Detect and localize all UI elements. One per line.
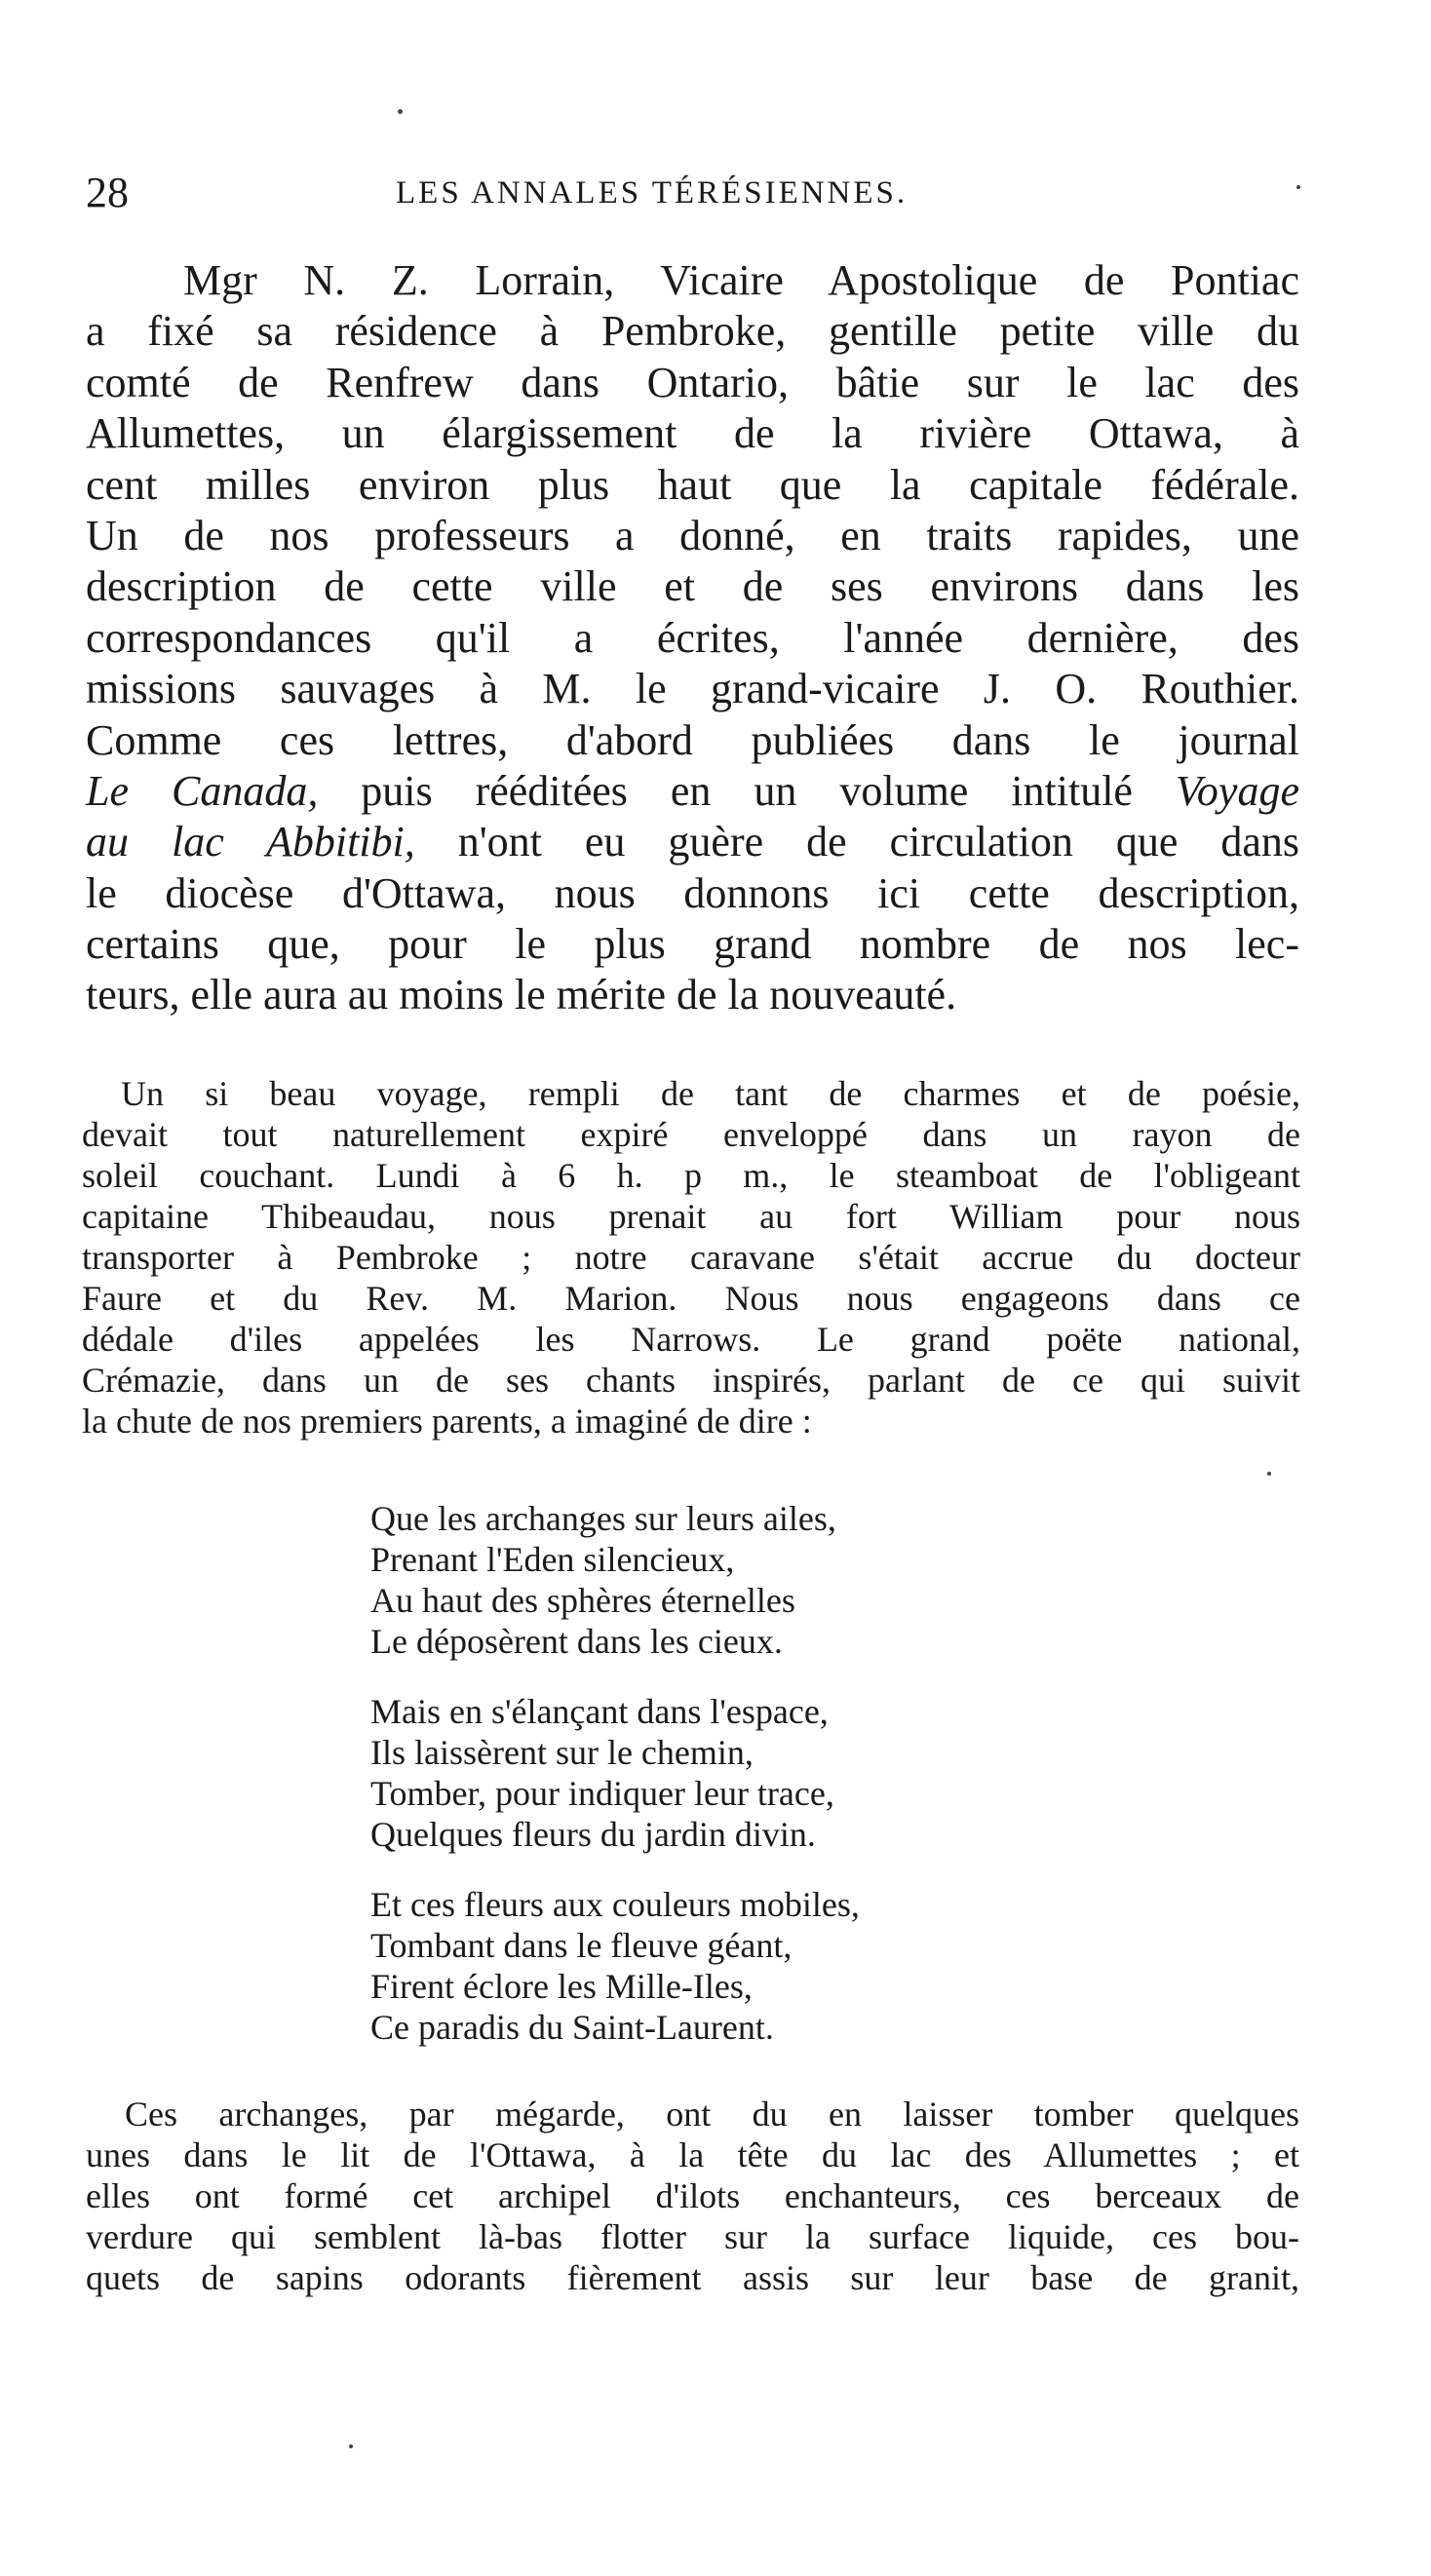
text-line: description de cette ville et de ses environs dans les xyxy=(86,562,1299,611)
poem-verse: Prenant l'Eden silencieux, xyxy=(370,1540,735,1579)
page-header xyxy=(86,164,1299,222)
poem-verse: Le déposèrent dans les cieux. xyxy=(370,1622,783,1661)
text-line: la chute de nos premiers parents, a imaginé de dire : xyxy=(82,1402,812,1441)
text-line: quets de sapins odorants fièrement assis sur leur base de granit, xyxy=(86,2258,1299,2297)
book-title-part: Voyage xyxy=(1175,766,1299,815)
text-line: a fixé sa résidence à Pembroke, gentille petite ville du xyxy=(86,307,1299,356)
poem-verse: Que les archanges sur leurs ailes, xyxy=(370,1499,836,1538)
poem-stanza xyxy=(370,1498,1053,1662)
poem-stanza xyxy=(370,1884,1053,2048)
page-number: 28 xyxy=(86,169,129,216)
poem-verse: Firent éclore les Mille-Iles, xyxy=(370,1967,753,2006)
text-line xyxy=(86,766,1299,817)
text-line: Un si beau voyage, rempli de tant de charmes et de poésie, xyxy=(121,1074,1300,1113)
text-line: capitaine Thibeaudau, nous prenait au fort William pour nous xyxy=(82,1197,1300,1236)
newspaper-title: Le Canada, xyxy=(86,766,319,815)
text-line: Faure et du Rev. M. Marion. Nous nous engageons dans ce xyxy=(82,1279,1300,1318)
speck-mark xyxy=(1267,1472,1271,1476)
text-line: missions sauvages à M. le grand-vicaire J. O. Routhier. xyxy=(86,665,1299,713)
poem-stanza xyxy=(370,1691,1053,1855)
text-line xyxy=(86,817,1299,867)
text-line: Allumettes, un élargissement de la rivière Ottawa, à xyxy=(86,409,1299,458)
text-line: comté de Renfrew dans Ontario, bâtie sur le lac des xyxy=(86,358,1299,406)
intro-paragraph xyxy=(86,255,1299,1021)
text-line: transporter à Pembroke ; notre caravane s'était accrue du docteur xyxy=(82,1238,1300,1277)
text-segment: puis rééditées en un volume intitulé xyxy=(318,766,1176,815)
poem-verse: Quelques fleurs du jardin divin. xyxy=(370,1815,816,1854)
running-title: LES ANNALES TÉRÉSIENNES. xyxy=(396,175,909,211)
text-line: dédale d'iles appelées les Narrows. Le grand poëte national, xyxy=(82,1320,1300,1359)
speck-mark xyxy=(398,109,403,114)
text-line: Crémazie, dans un de ses chants inspirés, parlant de ce qui suivit xyxy=(82,1361,1300,1400)
text-line: Un de nos professeurs a donné, en traits rapides, une xyxy=(86,511,1299,559)
poem xyxy=(370,1498,1053,2077)
text-line: Ces archanges, par mégarde, ont du en laisser tomber quelques xyxy=(125,2095,1299,2134)
text-line: Comme ces lettres, d'abord publiées dans le journal xyxy=(86,715,1299,764)
text-line: correspondances qu'il a écrites, l'année dernière, des xyxy=(86,613,1299,662)
poem-verse: Et ces fleurs aux couleurs mobiles, xyxy=(370,1885,860,1924)
text-line: certains que, pour le plus grand nombre de nos lec- xyxy=(86,920,1299,969)
text-line: elles ont formé cet archipel d'ilots enchanteurs, ces berceaux de xyxy=(86,2176,1299,2215)
book-title-part: au lac Abbitibi, xyxy=(86,818,415,866)
poem-verse: Ils laissèrent sur le chemin, xyxy=(370,1733,754,1772)
closing-paragraph xyxy=(86,2094,1299,2298)
text-line: verdure qui semblent là-bas flotter sur la surface liquide, ces bou- xyxy=(86,2217,1299,2256)
speck-mark xyxy=(349,2444,353,2448)
poem-verse: Tombant dans le fleuve géant, xyxy=(370,1926,793,1965)
text-segment: n'ont eu guère de circulation que dans xyxy=(414,818,1300,866)
text-line: devait tout naturellement expiré enveloppé dans un rayon de xyxy=(82,1115,1300,1154)
poem-verse: Au haut des sphères éternelles xyxy=(370,1581,795,1620)
poem-verse: Ce paradis du Saint-Laurent. xyxy=(370,2008,774,2047)
quoted-paragraph xyxy=(82,1073,1300,1442)
text-line: cent milles environ plus haut que la capitale fédérale. xyxy=(86,460,1299,509)
text-line: Mgr N. Z. Lorrain, Vicaire Apostolique de Pontiac xyxy=(183,256,1299,304)
poem-verse: Mais en s'élançant dans l'espace, xyxy=(370,1692,829,1731)
text-line: soleil couchant. Lundi à 6 h. p m., le steamboat de l'obligeant xyxy=(82,1156,1300,1195)
text-line: teurs, elle aura au moins le mérite de la nouveauté. xyxy=(86,971,957,1019)
text-line: unes dans le lit de l'Ottawa, à la tête du lac des Allumettes ; et xyxy=(86,2135,1299,2174)
poem-verse: Tomber, pour indiquer leur trace, xyxy=(370,1774,834,1813)
text-line: le diocèse d'Ottawa, nous donnons ici cette description, xyxy=(86,868,1299,917)
